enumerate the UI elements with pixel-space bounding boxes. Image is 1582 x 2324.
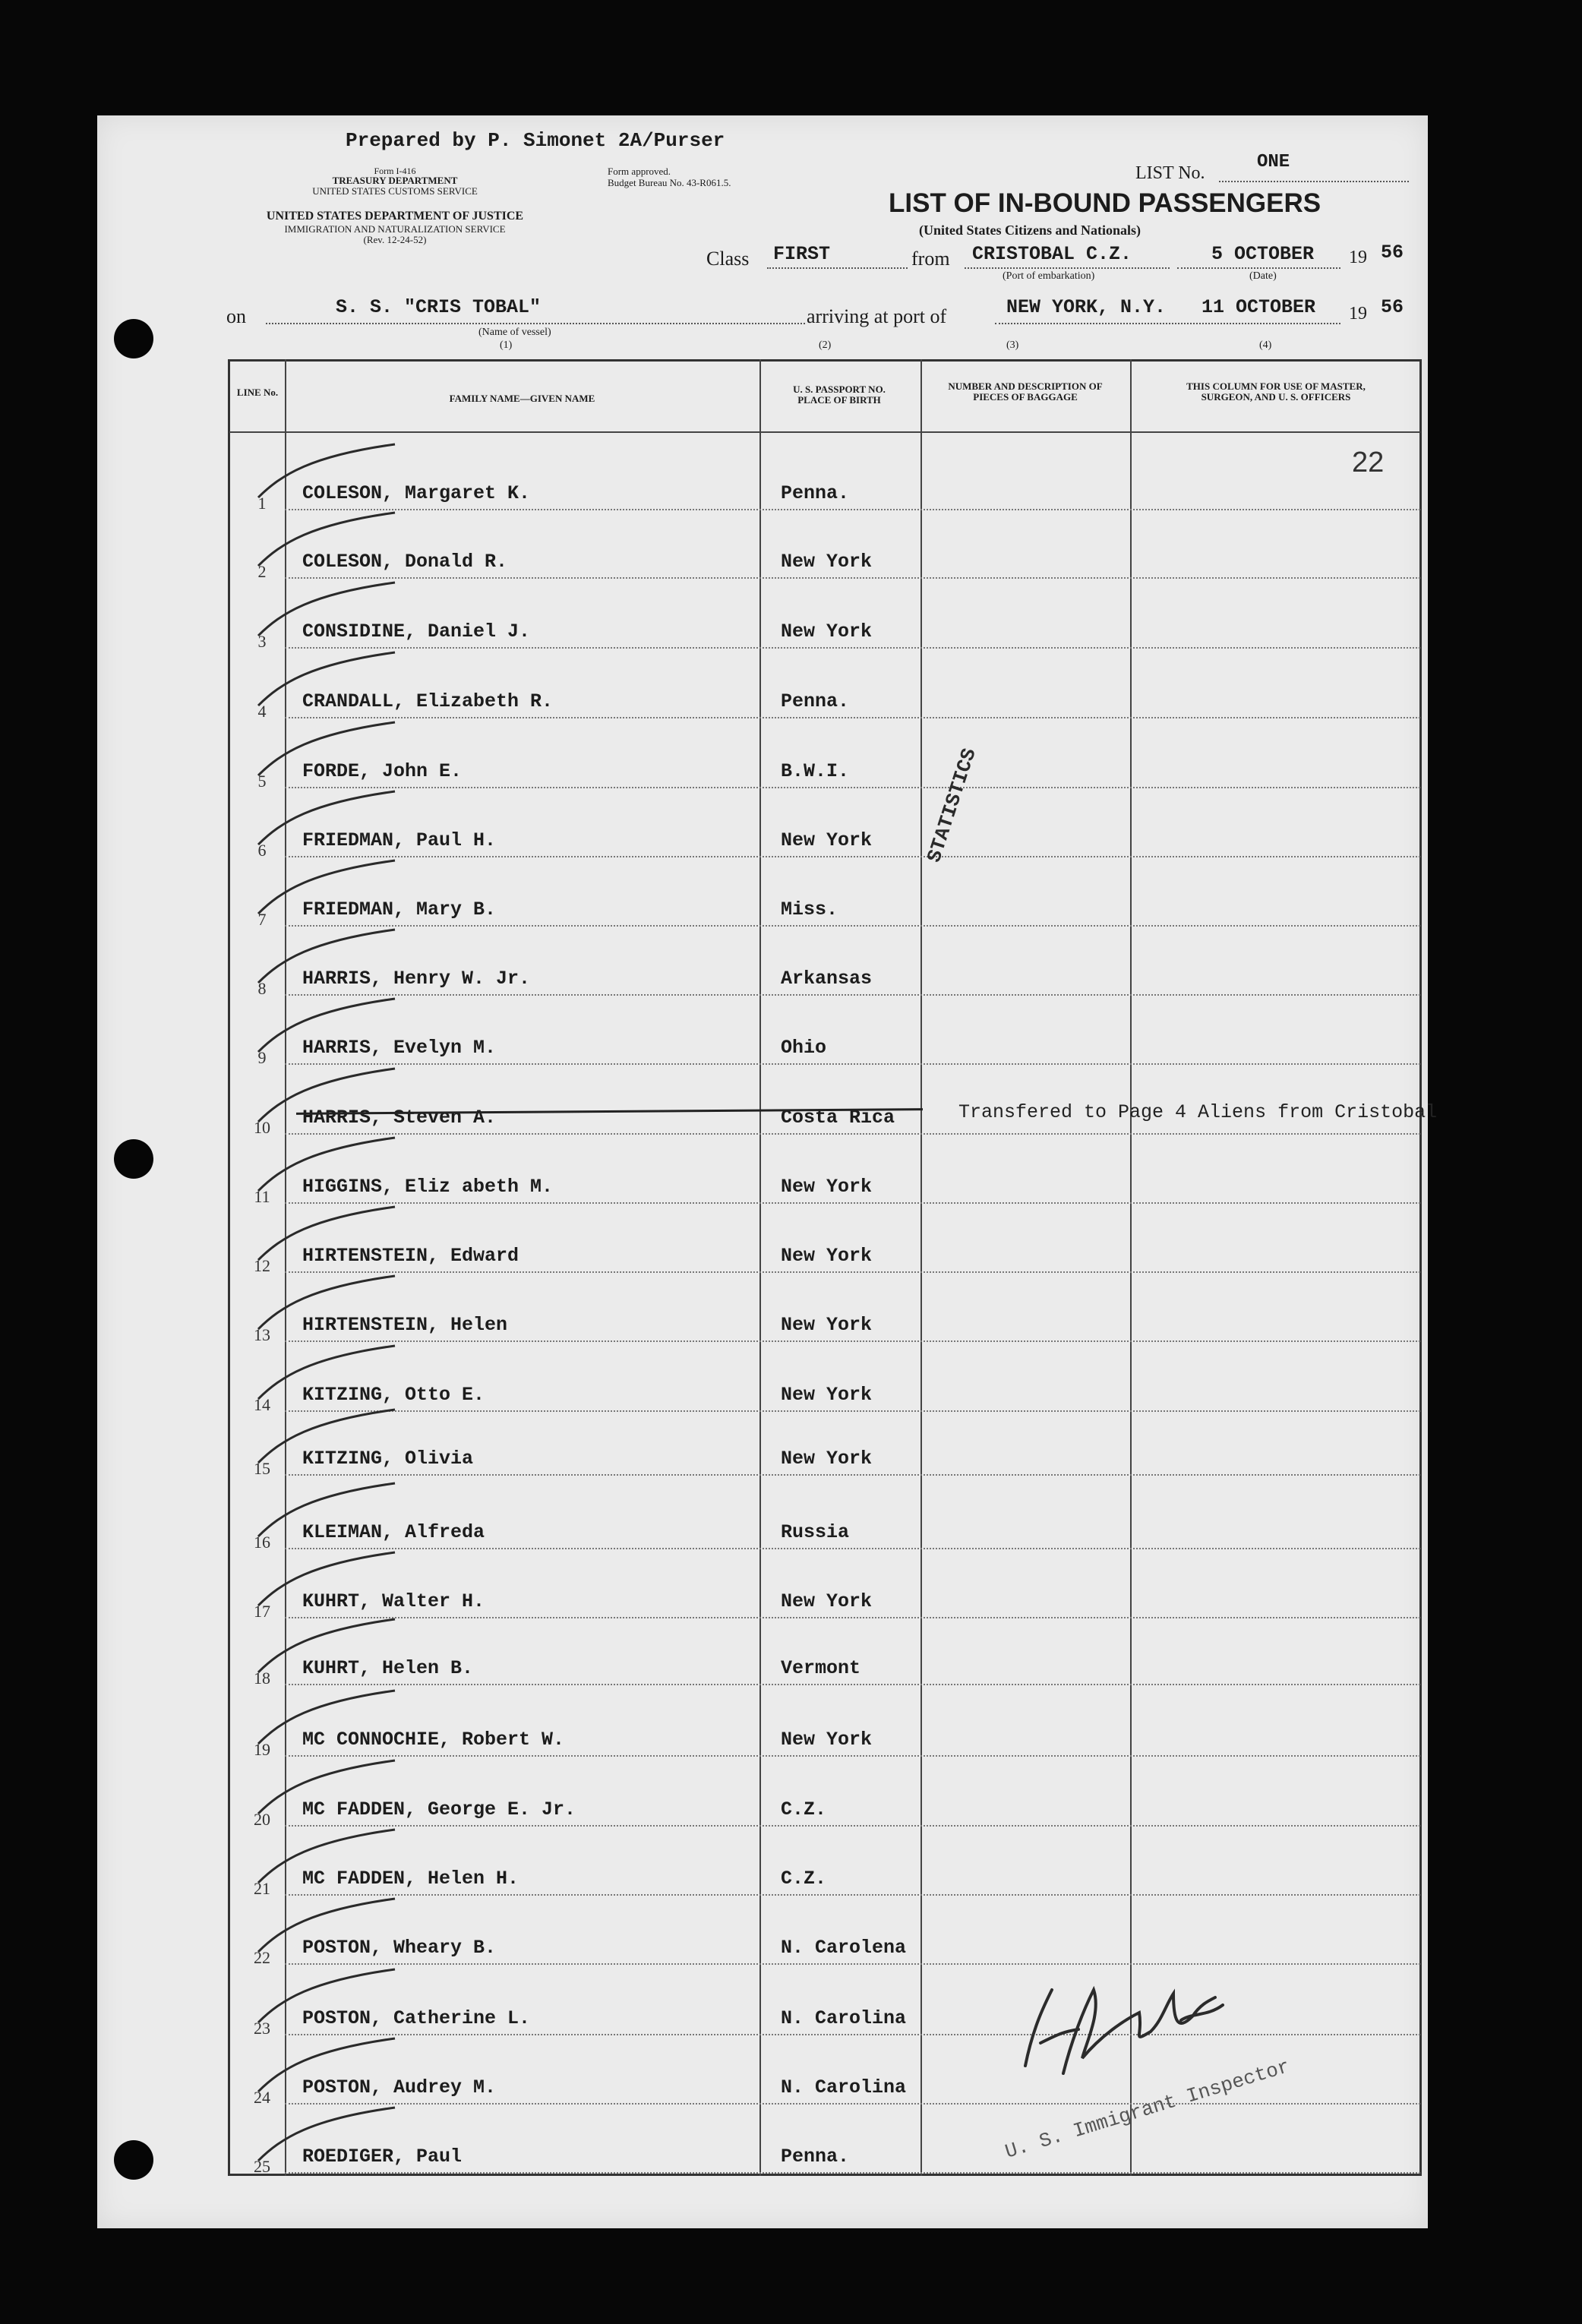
place-of-birth: C.Z.: [781, 1868, 827, 1890]
class-dots: [767, 267, 908, 269]
binder-hole-middle: [114, 1139, 153, 1179]
class-label: Class: [706, 248, 750, 270]
form-approved: Form approved.: [608, 166, 671, 177]
passenger-name: CRANDALL, Elizabeth R.: [302, 690, 554, 712]
check-mark: [251, 2104, 403, 2165]
check-mark: [251, 995, 403, 1056]
place-of-birth: New York: [781, 829, 873, 851]
line-number: 24: [254, 2088, 270, 2107]
line-number: 6: [257, 841, 267, 860]
check-mark: [251, 1479, 403, 1540]
check-mark: [251, 718, 403, 779]
passenger-name: CONSIDINE, Daniel J.: [302, 620, 531, 643]
check-mark: [251, 1065, 403, 1126]
col2-number: (2): [819, 339, 832, 351]
form-number: Form I-416: [374, 166, 416, 176]
line-number: 10: [254, 1118, 270, 1137]
row-rule: [285, 1133, 1420, 1135]
row-rule: [285, 1617, 1420, 1618]
line-number: 14: [254, 1395, 270, 1414]
place-of-birth: N. Carolina: [781, 2007, 907, 2029]
place-of-birth: C.Z.: [781, 1798, 827, 1820]
header-underline: [229, 431, 1420, 433]
row-rule: [285, 1063, 1420, 1065]
check-mark: [251, 509, 403, 570]
place-of-birth: New York: [781, 1590, 873, 1612]
row-rule: [285, 1410, 1420, 1412]
from-dots: [965, 267, 1170, 269]
passenger-name: FRIEDMAN, Mary B.: [302, 898, 497, 920]
col4-number: (4): [1259, 339, 1272, 351]
check-mark: [251, 1406, 403, 1467]
line-number: 23: [254, 2019, 270, 2038]
place-of-birth: Penna.: [781, 482, 850, 504]
line-number: 9: [257, 1048, 267, 1067]
check-mark: [251, 1895, 403, 1956]
year-prefix: 19: [1349, 248, 1367, 267]
passenger-name: HARRIS, Steven A.: [302, 1107, 497, 1129]
customs-service: UNITED STATES CUSTOMS SERVICE: [312, 185, 478, 197]
check-mark: [251, 1615, 403, 1676]
passenger-name: MC FADDEN, Helen H.: [302, 1868, 519, 1890]
list-no-label: LIST No.: [1135, 163, 1205, 183]
row-rule: [285, 1755, 1420, 1757]
place-of-birth: Ohio: [781, 1037, 827, 1059]
check-mark: [251, 649, 403, 709]
check-mark: [251, 1272, 403, 1333]
check-mark: [251, 1342, 403, 1403]
passenger-name: POSTON, Audrey M.: [302, 2076, 497, 2098]
vessel-dots: [266, 323, 805, 324]
place-of-birth: Russia: [781, 1521, 850, 1543]
line-number: 18: [254, 1669, 270, 1688]
place-of-birth: Arkansas: [781, 968, 873, 990]
row-rule: [285, 1474, 1420, 1476]
col-header-line: LINE No.: [236, 387, 279, 398]
place-of-birth: Vermont: [781, 1657, 861, 1679]
check-mark: [251, 1687, 403, 1748]
check-mark: [251, 1203, 403, 1264]
line-number: 16: [254, 1533, 270, 1552]
from-value: CRISTOBAL C.Z.: [972, 243, 1132, 265]
line-number: 19: [254, 1740, 270, 1759]
port-caption: (Port of embarkation): [1003, 270, 1095, 282]
arrival-year-value: 56: [1381, 296, 1404, 318]
arrival-dots: [995, 323, 1340, 324]
passenger-name: HARRIS, Henry W. Jr.: [302, 968, 531, 990]
row-rule: [285, 1684, 1420, 1685]
place-of-birth: Miss.: [781, 898, 838, 920]
department-of-justice: UNITED STATES DEPARTMENT OF JUSTICE: [266, 210, 524, 223]
col-divider-name: [759, 359, 761, 2176]
col-divider-baggage: [1130, 359, 1132, 2176]
binder-hole-top: [114, 319, 153, 358]
line-number: 1: [257, 494, 267, 513]
on-label: on: [226, 305, 246, 327]
col3-number: (3): [1006, 339, 1019, 351]
passenger-name: KITZING, Otto E.: [302, 1384, 485, 1406]
row-rule: [285, 856, 1420, 857]
passenger-name: POSTON, Catherine L.: [302, 2007, 531, 2029]
line-number: 5: [257, 772, 267, 791]
passenger-name: KUHRT, Helen B.: [302, 1657, 474, 1679]
ins-label: IMMIGRATION AND NATURALIZATION SERVICE: [284, 223, 506, 235]
passenger-name: KLEIMAN, Alfreda: [302, 1521, 485, 1543]
col-header-passport: U. S. PASSPORT NO. PLACE OF BIRTH: [793, 384, 886, 406]
line-number: 12: [254, 1256, 270, 1275]
from-label: from: [911, 248, 950, 270]
place-of-birth: Costa Rica: [781, 1107, 895, 1129]
statistics-stamp: STATISTICS: [923, 745, 981, 866]
passenger-name: KUHRT, Walter H.: [302, 1590, 485, 1612]
passenger-name: ROEDIGER, Paul: [302, 2146, 463, 2168]
row-rule: [285, 994, 1420, 996]
row-rule: [285, 1271, 1420, 1273]
arrival-port: NEW YORK, N.Y.: [1006, 296, 1167, 318]
inspector-stamp: U. S. Immigrant Inspector: [1003, 2054, 1293, 2164]
check-mark: [251, 1826, 403, 1887]
col-divider-passport: [920, 359, 922, 2176]
place-of-birth: New York: [781, 1314, 873, 1336]
arrival-year-prefix: 19: [1349, 304, 1367, 324]
check-mark: [251, 926, 403, 987]
passenger-name: COLESON, Donald R.: [302, 551, 508, 573]
prepared-by: Prepared by P. Simonet 2A/Purser: [346, 129, 725, 152]
col-header-name: FAMILY NAME—GIVEN NAME: [449, 393, 595, 404]
place-of-birth: N. Carolina: [781, 2076, 907, 2098]
place-of-birth: New York: [781, 1729, 873, 1751]
row-rule: [285, 1202, 1420, 1204]
place-of-birth: N. Carolena: [781, 1937, 907, 1959]
check-mark: [251, 857, 403, 917]
vessel-name: S. S. "CRIS TOBAL": [336, 296, 542, 318]
binder-hole-bottom: [114, 2140, 153, 2180]
place-of-birth: Penna.: [781, 690, 850, 712]
row-rule: [285, 509, 1420, 510]
arrival-date: 11 OCTOBER: [1201, 296, 1316, 318]
list-no-dots: [1219, 181, 1409, 182]
col-header-baggage: NUMBER AND DESCRIPTION OF PIECES OF BAGGAGE: [948, 380, 1103, 403]
line-number: 13: [254, 1325, 270, 1344]
check-mark: [251, 440, 403, 501]
check-mark: [251, 579, 403, 639]
passenger-name: FRIEDMAN, Paul H.: [302, 829, 497, 851]
budget-bureau: Budget Bureau No. 43-R061.5.: [608, 177, 731, 188]
line-number: 4: [257, 702, 267, 721]
passenger-name: HIRTENSTEIN, Edward: [302, 1245, 519, 1267]
row-rule: [285, 1340, 1420, 1342]
departure-date: 5 OCTOBER: [1211, 243, 1315, 265]
date-dots: [1177, 267, 1340, 269]
row-rule: [285, 717, 1420, 718]
place-of-birth: New York: [781, 1448, 873, 1470]
treasury-department: TREASURY DEPARTMENT: [332, 175, 458, 186]
check-mark: [251, 1549, 403, 1609]
document-subtitle: (United States Citizens and Nationals): [919, 223, 1142, 238]
row-rule: [285, 2103, 1420, 2105]
place-of-birth: New York: [781, 551, 873, 573]
line-number: 7: [257, 910, 267, 929]
date-caption: (Date): [1249, 270, 1277, 282]
line-number: 25: [254, 2157, 270, 2176]
vessel-caption: (Name of vessel): [478, 327, 551, 338]
passenger-name: MC FADDEN, George E. Jr.: [302, 1798, 576, 1820]
line-number: 15: [254, 1459, 270, 1478]
line-number: 2: [257, 562, 267, 581]
check-mark: [251, 788, 403, 848]
line-number: 21: [254, 1879, 270, 1898]
inspector-signature: [1010, 1959, 1253, 2089]
line-number: 3: [257, 632, 267, 651]
class-value: FIRST: [773, 243, 831, 265]
line-number: 17: [254, 1602, 270, 1621]
row-rule: [285, 647, 1420, 649]
place-of-birth: New York: [781, 620, 873, 643]
place-of-birth: B.W.I.: [781, 760, 850, 782]
passenger-count: 22: [1352, 447, 1385, 478]
col-header-officers: THIS COLUMN FOR USE OF MASTER, SURGEON, AND U. S. OFFICERS: [1186, 380, 1366, 403]
passenger-name: HIGGINS, Eliz abeth M.: [302, 1176, 554, 1198]
place-of-birth: New York: [781, 1384, 873, 1406]
passenger-name: MC CONNOCHIE, Robert W.: [302, 1729, 565, 1751]
year-value: 56: [1381, 242, 1404, 264]
row-rule: [285, 1894, 1420, 1896]
passenger-name: FORDE, John E.: [302, 760, 463, 782]
form-rev: (Rev. 12-24-52): [363, 234, 427, 245]
line-number: 8: [257, 979, 267, 998]
passenger-name: COLESON, Margaret K.: [302, 482, 531, 504]
list-no-value: ONE: [1257, 152, 1290, 172]
row-rule: [285, 577, 1420, 579]
row-rule: [285, 1548, 1420, 1549]
check-mark: [251, 1966, 403, 2026]
passenger-name: HARRIS, Evelyn M.: [302, 1037, 497, 1059]
arriving-label: arriving at port of: [807, 305, 947, 327]
passenger-name: POSTON, Wheary B.: [302, 1937, 497, 1959]
line-number: 20: [254, 1810, 270, 1829]
passenger-name: KITZING, Olivia: [302, 1448, 474, 1470]
row-rule: [285, 925, 1420, 927]
place-of-birth: Penna.: [781, 2146, 850, 2168]
check-mark: [251, 1134, 403, 1195]
row-rule: [285, 1825, 1420, 1827]
place-of-birth: New York: [781, 1245, 873, 1267]
check-mark: [251, 2035, 403, 2095]
passenger-name: HIRTENSTEIN, Helen: [302, 1314, 508, 1336]
document-title: LIST OF IN-BOUND PASSENGERS: [889, 188, 1321, 218]
row-rule: [285, 787, 1420, 788]
line-number: 22: [254, 1948, 270, 1967]
vessel-col-number: (1): [500, 339, 513, 351]
place-of-birth: New York: [781, 1176, 873, 1198]
line-number: 11: [254, 1187, 270, 1206]
transfer-note: Transfered to Page 4 Aliens from Cristobal: [958, 1101, 1438, 1123]
row-rule: [285, 2172, 1420, 2174]
check-mark: [251, 1757, 403, 1817]
